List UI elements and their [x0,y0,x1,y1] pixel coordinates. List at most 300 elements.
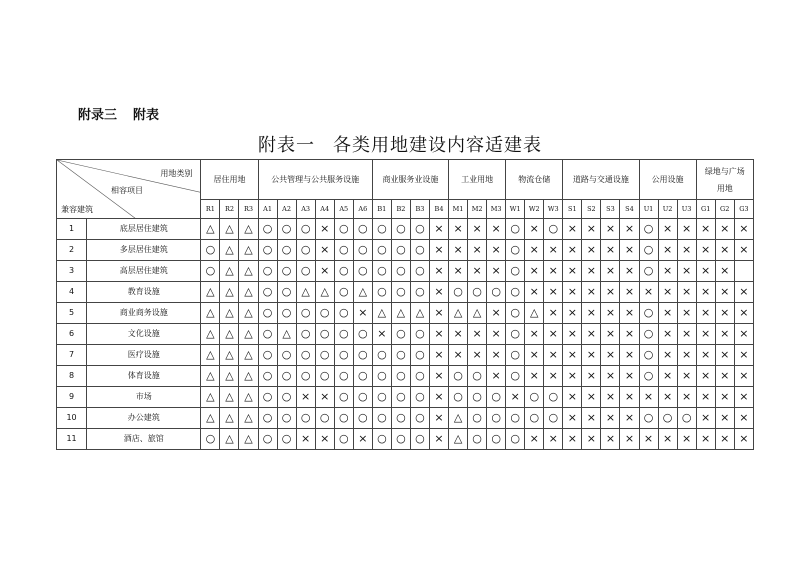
suitability-cell: ○ [544,408,563,429]
suitability-cell: ○ [468,429,487,450]
suitability-cell: × [734,366,753,387]
suitability-cell: ○ [525,408,544,429]
suitability-cell: ○ [258,366,277,387]
suitability-cell: ○ [372,345,391,366]
suitability-cell: ○ [277,408,296,429]
suitability-cell: ○ [525,387,544,408]
suitability-cell: ○ [372,282,391,303]
suitability-cell: × [734,324,753,345]
suitability-cell: × [563,345,582,366]
suitability-cell: × [696,282,715,303]
suitability-cell: × [620,240,639,261]
suitability-cell: ○ [639,408,658,429]
suitability-cell: △ [410,303,429,324]
suitability-cell: ○ [315,345,334,366]
suitability-cell: × [601,219,620,240]
land-code-header: S3 [601,200,620,219]
suitability-cell: × [563,324,582,345]
suitability-cell: △ [391,303,410,324]
suitability-cell: × [620,324,639,345]
suitability-cell: ○ [353,366,372,387]
suitability-cell: ○ [334,387,353,408]
suitability-cell: △ [201,324,220,345]
group-header: 公共管理与公共服务设施 [258,160,372,200]
suitability-cell: ○ [334,261,353,282]
suitability-cell: × [677,324,696,345]
suitability-cell: × [639,429,658,450]
suitability-cell: ○ [296,219,315,240]
suitability-cell: × [620,261,639,282]
page-title [0,131,800,157]
table-row [57,282,754,303]
row-number: 6 [57,324,87,345]
suitability-cell: × [315,387,334,408]
suitability-cell: △ [201,282,220,303]
suitability-cell: ○ [372,429,391,450]
building-type: 多层居住建筑 [87,240,201,261]
suitability-cell: ○ [277,366,296,387]
suitability-cell: ○ [296,303,315,324]
suitability-cell: ○ [315,408,334,429]
suitability-cell: ○ [487,429,506,450]
suitability-cell: × [563,240,582,261]
suitability-cell: ○ [391,219,410,240]
suitability-cell: ○ [544,219,563,240]
suitability-cell: × [582,408,601,429]
suitability-cell: △ [220,345,239,366]
header-group-row [57,160,754,200]
suitability-cell: ○ [201,261,220,282]
suitability-cell: × [715,345,734,366]
suitability-cell: ○ [277,303,296,324]
suitability-cell: × [677,345,696,366]
suitability-cell: × [734,219,753,240]
row-number: 1 [57,219,87,240]
group-header: 绿地与广场用地 [696,160,753,200]
suitability-cell: ○ [277,219,296,240]
suitability-cell: ○ [258,408,277,429]
suitability-cell: ○ [258,429,277,450]
suitability-cell: △ [220,303,239,324]
suitability-cell: ○ [372,240,391,261]
suitability-cell: × [696,429,715,450]
suitability-cell: ○ [639,219,658,240]
row-number: 10 [57,408,87,429]
suitability-cell: × [639,387,658,408]
table-row [57,387,754,408]
suitability-cell: × [429,429,448,450]
suitability-cell: ○ [372,261,391,282]
suitability-cell: ○ [410,429,429,450]
suitability-cell: × [582,261,601,282]
suitability-cell: × [658,429,677,450]
title-number: 附表一 [258,135,315,156]
suitability-cell: ○ [296,240,315,261]
suitability-cell: × [487,219,506,240]
suitability-cell: × [620,345,639,366]
land-code-header: B3 [410,200,429,219]
suitability-cell: × [582,219,601,240]
suitability-cell: × [468,261,487,282]
suitability-cell: × [677,240,696,261]
corner-building: 兼容建筑 [61,205,93,214]
suitability-cell: × [296,429,315,450]
suitability-cell: ○ [277,345,296,366]
suitability-cell: ○ [410,366,429,387]
suitability-cell: ○ [391,345,410,366]
land-code-header: U1 [639,200,658,219]
suitability-cell: × [525,429,544,450]
suitability-cell: △ [220,366,239,387]
suitability-cell: ○ [353,219,372,240]
suitability-cell: × [620,303,639,324]
land-code-header: G3 [734,200,753,219]
suitability-cell: ○ [201,240,220,261]
land-code-header: A4 [315,200,334,219]
land-code-header: M3 [487,200,506,219]
suitability-cell: × [696,303,715,324]
suitability-cell: ○ [506,366,525,387]
suitability-cell: △ [239,219,258,240]
suitability-cell: × [620,387,639,408]
suitability-cell: × [601,408,620,429]
suitability-cell: ○ [296,366,315,387]
building-type: 教育设施 [87,282,201,303]
suitability-cell: ○ [468,366,487,387]
suitability-cell: × [315,261,334,282]
suitability-cell: × [677,429,696,450]
building-type: 体育设施 [87,366,201,387]
corner-compat-item: 相容项目 [111,186,143,195]
land-code-header: S1 [563,200,582,219]
suitability-cell: ○ [353,240,372,261]
suitability-cell: ○ [353,387,372,408]
table-row [57,261,754,282]
suitability-cell: △ [220,429,239,450]
suitability-cell: △ [315,282,334,303]
suitability-cell: × [582,282,601,303]
suitability-cell: ○ [391,324,410,345]
suitability-cell: ○ [391,282,410,303]
suitability-cell: × [429,219,448,240]
appendix-sub: 附表 [133,108,160,123]
land-code-header: A2 [277,200,296,219]
suitability-cell: × [372,324,391,345]
group-header: 物流仓储 [506,160,563,200]
suitability-cell: × [601,282,620,303]
suitability-cell: ○ [506,240,525,261]
suitability-cell: ○ [410,387,429,408]
suitability-cell: △ [201,345,220,366]
suitability-cell: △ [220,261,239,282]
suitability-cell [734,261,753,282]
suitability-cell: △ [239,366,258,387]
land-code-header: S2 [582,200,601,219]
suitability-cell: × [715,240,734,261]
suitability-cell: × [429,303,448,324]
suitability-cell: ○ [277,261,296,282]
suitability-cell: ○ [487,408,506,429]
suitability-cell: ○ [391,261,410,282]
suitability-cell: ○ [334,303,353,324]
suitability-cell: △ [220,387,239,408]
land-code-header: B1 [372,200,391,219]
suitability-cell: × [487,303,506,324]
suitability-cell: ○ [334,240,353,261]
suitability-cell: × [563,219,582,240]
suitability-cell: ○ [296,261,315,282]
suitability-cell: × [487,366,506,387]
suitability-cell: ○ [334,366,353,387]
suitability-cell: × [563,261,582,282]
suitability-cell: ○ [639,303,658,324]
suitability-cell: ○ [449,282,468,303]
suitability-cell: × [601,387,620,408]
suitability-cell: × [677,303,696,324]
land-code-header: G1 [696,200,715,219]
suitability-cell: × [601,366,620,387]
suitability-cell: × [734,429,753,450]
land-code-header: S4 [620,200,639,219]
suitability-cell: × [734,345,753,366]
suitability-cell: × [544,324,563,345]
suitability-cell: ○ [201,429,220,450]
suitability-cell: ○ [258,219,277,240]
suitability-cell: × [582,345,601,366]
suitability-cell: ○ [487,387,506,408]
suitability-cell: × [715,366,734,387]
suitability-cell: △ [449,429,468,450]
suitability-cell: × [734,408,753,429]
row-number: 2 [57,240,87,261]
suitability-cell: △ [353,282,372,303]
suitability-cell: ○ [258,345,277,366]
suitability-cell: × [315,429,334,450]
suitability-cell: × [658,282,677,303]
suitability-cell: × [487,240,506,261]
suitability-cell: × [696,408,715,429]
table-row [57,345,754,366]
suitability-cell: × [734,387,753,408]
row-number: 8 [57,366,87,387]
suitability-cell: ○ [677,408,696,429]
suitability-cell: ○ [544,387,563,408]
suitability-cell: × [525,261,544,282]
suitability-cell: × [658,366,677,387]
building-type: 底层居住建筑 [87,219,201,240]
suitability-cell: △ [220,324,239,345]
land-code-header: M1 [449,200,468,219]
row-number: 4 [57,282,87,303]
corner-land-type: 用地类别 [160,169,193,178]
suitability-cell: ○ [410,240,429,261]
suitability-cell: × [296,387,315,408]
suitability-cell: × [696,345,715,366]
suitability-cell: × [429,366,448,387]
suitability-cell: × [429,387,448,408]
group-header: 工业用地 [449,160,506,200]
building-type: 文化设施 [87,324,201,345]
building-type: 高层居住建筑 [87,261,201,282]
suitability-cell: × [468,219,487,240]
land-code-header: A1 [258,200,277,219]
suitability-cell: × [544,345,563,366]
suitability-cell: × [487,261,506,282]
suitability-cell: ○ [468,282,487,303]
suitability-cell: ○ [315,324,334,345]
land-code-header: G2 [715,200,734,219]
suitability-cell: × [563,387,582,408]
suitability-cell: × [429,345,448,366]
suitability-cell: ○ [468,408,487,429]
suitability-cell: △ [220,282,239,303]
suitability-cell: × [658,387,677,408]
suitability-cell: ○ [334,345,353,366]
suitability-cell: × [658,240,677,261]
suitability-cell: ○ [372,366,391,387]
group-header: 商业服务业设施 [372,160,448,200]
table-row [57,408,754,429]
suitability-cell: ○ [506,408,525,429]
suitability-cell: ○ [372,219,391,240]
suitability-cell: × [715,408,734,429]
suitability-cell: ○ [296,324,315,345]
suitability-cell: × [696,261,715,282]
suitability-cell: × [601,429,620,450]
suitability-cell: △ [220,240,239,261]
suitability-cell: × [468,324,487,345]
suitability-cell: × [620,282,639,303]
group-header: 居住用地 [201,160,258,200]
suitability-cell: × [525,324,544,345]
suitability-cell: ○ [639,324,658,345]
suitability-cell: △ [201,303,220,324]
suitability-cell: ○ [277,429,296,450]
row-number: 9 [57,387,87,408]
suitability-cell: △ [239,408,258,429]
table-row [57,219,754,240]
suitability-cell: △ [239,282,258,303]
suitability-cell: ○ [487,282,506,303]
suitability-cell: × [601,303,620,324]
suitability-cell: × [353,303,372,324]
suitability-cell: × [525,366,544,387]
suitability-cell: ○ [277,240,296,261]
suitability-cell: ○ [391,240,410,261]
suitability-cell: △ [277,324,296,345]
suitability-cell: × [353,429,372,450]
suitability-cell: ○ [639,240,658,261]
suitability-cell: ○ [353,345,372,366]
row-number: 7 [57,345,87,366]
suitability-cell: ○ [277,387,296,408]
suitability-cell: × [544,429,563,450]
land-code-header: A3 [296,200,315,219]
suitability-cell: ○ [353,324,372,345]
land-code-header: M2 [468,200,487,219]
suitability-cell: △ [239,345,258,366]
suitability-cell: × [715,387,734,408]
suitability-cell: × [544,261,563,282]
suitability-cell: ○ [410,324,429,345]
suitability-cell: × [601,261,620,282]
suitability-cell: ○ [258,261,277,282]
suitability-cell: × [582,429,601,450]
suitability-cell: ○ [410,282,429,303]
suitability-cell: × [696,366,715,387]
suitability-cell: × [734,240,753,261]
appendix-heading [78,104,175,123]
suitability-cell: × [487,345,506,366]
suitability-cell: △ [239,387,258,408]
suitability-cell: × [582,366,601,387]
suitability-cell: ○ [391,366,410,387]
suitability-cell: ○ [353,408,372,429]
suitability-cell: × [563,429,582,450]
suitability-cell: ○ [315,303,334,324]
suitability-cell: ○ [449,387,468,408]
suitability-cell: ○ [410,408,429,429]
suitability-cell: × [429,324,448,345]
suitability-cell: △ [525,303,544,324]
suitability-cell: × [620,408,639,429]
suitability-cell: ○ [353,261,372,282]
suitability-cell: ○ [334,408,353,429]
suitability-cell: × [582,303,601,324]
suitability-cell: × [525,282,544,303]
suitability-cell: ○ [334,324,353,345]
land-code-header: A6 [353,200,372,219]
suitability-cell: △ [239,429,258,450]
suitability-cell: ○ [296,345,315,366]
suitability-cell: ○ [449,366,468,387]
suitability-cell: × [677,366,696,387]
suitability-cell: × [525,219,544,240]
suitability-cell: ○ [506,324,525,345]
suitability-cell: × [677,219,696,240]
suitability-cell: × [429,282,448,303]
title-text: 各类用地建设内容适建表 [333,135,542,156]
land-code-header: B2 [391,200,410,219]
suitability-cell: × [620,366,639,387]
suitability-cell: × [601,324,620,345]
suitability-cell: × [715,261,734,282]
suitability-cell: × [506,387,525,408]
suitability-cell: ○ [506,303,525,324]
suitability-cell: × [658,219,677,240]
building-type: 商业商务设施 [87,303,201,324]
suitability-cell: ○ [258,240,277,261]
suitability-cell: ○ [506,345,525,366]
suitability-cell: ○ [391,408,410,429]
suitability-cell: ○ [334,429,353,450]
suitability-cell: △ [449,408,468,429]
suitability-cell: × [468,240,487,261]
suitability-cell: △ [220,408,239,429]
suitability-cell: △ [239,324,258,345]
suitability-cell: × [315,219,334,240]
suitability-cell: ○ [258,387,277,408]
suitability-cell: ○ [334,219,353,240]
suitability-cell: × [677,387,696,408]
suitability-cell: ○ [391,429,410,450]
suitability-cell: × [449,345,468,366]
suitability-cell: × [582,240,601,261]
suitability-cell: × [677,282,696,303]
suitability-cell: × [734,303,753,324]
suitability-cell: × [696,387,715,408]
corner-header [57,160,201,219]
